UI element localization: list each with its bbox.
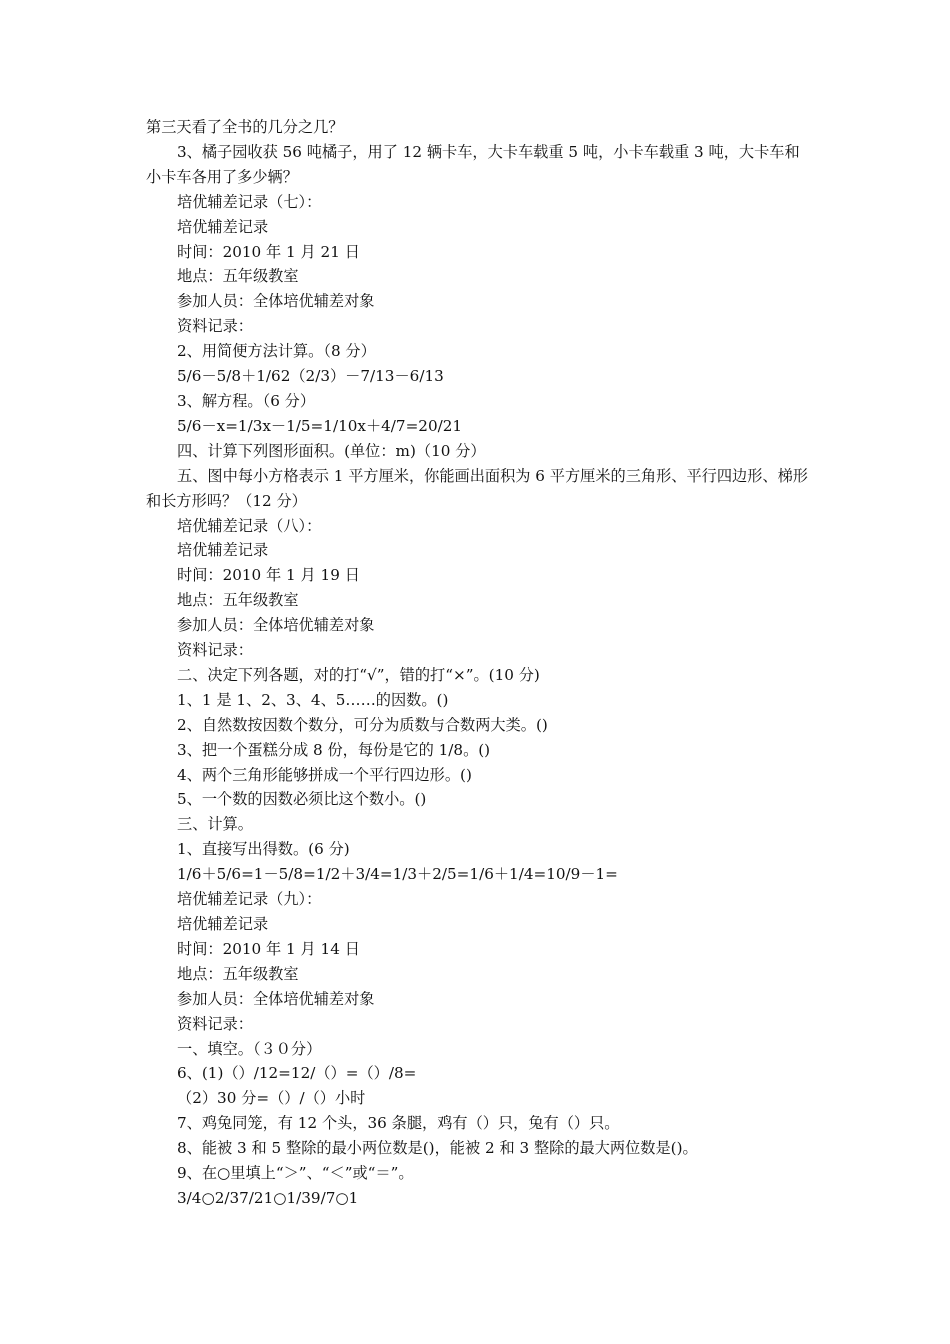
- text-line: 二、决定下列各题，对的打“√”，错的打“×”。(10 分): [177, 665, 540, 684]
- record-participants: 参加人员：全体培优辅差对象: [177, 989, 375, 1008]
- record-time: 时间：2010 年 1 月 14 日: [177, 939, 360, 958]
- text-line: 8、能被 3 和 5 整除的最小两位数是()，能被 2 和 3 整除的最大两位数是()。: [177, 1139, 698, 1158]
- text-line: 6、(1)（）/12=12/（）=（）/8=: [177, 1064, 417, 1083]
- record-materials-label: 资料记录：: [177, 641, 253, 660]
- text-line: 1、直接写出得数。(6 分): [177, 840, 350, 859]
- section-heading: 培优辅差记录（七）：: [177, 192, 322, 211]
- record-materials-label: 资料记录：: [177, 317, 253, 336]
- text-line: 9、在○里填上“＞”、“＜”或“＝”。: [177, 1164, 414, 1183]
- record-title: 培优辅差记录: [177, 217, 269, 236]
- record-location: 地点：五年级教室: [177, 964, 299, 983]
- record-materials-label: 资料记录：: [177, 1014, 253, 1033]
- record-location: 地点：五年级教室: [177, 267, 299, 286]
- record-title: 培优辅差记录: [177, 541, 269, 560]
- record-participants: 参加人员：全体培优辅差对象: [177, 292, 375, 311]
- text-line: 3、把一个蛋糕分成 8 份，每份是它的 1/8。(): [177, 740, 491, 759]
- text-line: 5、一个数的因数必须比这个数小。(): [177, 790, 427, 809]
- record-location: 地点：五年级教室: [177, 591, 299, 610]
- text-line: 3、橘子园收获 56 吨橘子，用了 12 辆卡车，大卡车载重 5 吨，小卡车载重 3 吨，大卡车和小卡车各用了多少辆？: [146, 142, 800, 186]
- record-time: 时间：2010 年 1 月 19 日: [177, 566, 360, 585]
- record-time: 时间：2010 年 1 月 21 日: [177, 242, 360, 261]
- text-line: 2、用简便方法计算。（8 分）: [177, 342, 376, 361]
- text-line: 四、计算下列图形面积。(单位：m)（10 分）: [177, 441, 486, 460]
- section-heading: 培优辅差记录（九）：: [177, 890, 322, 909]
- text-line: 5/6－x=1/3x－1/5=1/10x＋4/7=20/21: [177, 416, 463, 435]
- text-line: 一、填空。（３０分）: [177, 1039, 322, 1058]
- text-line: 三、计算。: [177, 815, 253, 834]
- text-line: （2）30 分=（）/（）小时: [177, 1089, 366, 1108]
- text-line: 1、1 是 1、2、3、4、5……的因数。(): [177, 690, 449, 709]
- text-line: 五、图中每小方格表示 1 平方厘米，你能画出面积为 6 平方厘米的三角形、平行四边形、梯形和长方形吗？（12 分）: [146, 466, 808, 510]
- text-line: 7、鸡兔同笼，有 12 个头，36 条腿，鸡有（）只，兔有（）只。: [177, 1114, 620, 1133]
- text-line: 1/6＋5/6=1－5/8=1/2＋3/4=1/3＋2/5=1/6＋1/4=10/9－1=: [177, 865, 618, 884]
- text-line: 3、解方程。（6 分）: [177, 391, 316, 410]
- text-line: 3/4○2/37/21○1/39/7○1: [177, 1188, 359, 1207]
- text-line: 5/6－5/8＋1/62（2/3）－7/13－6/13: [177, 367, 444, 386]
- record-title: 培优辅差记录: [177, 915, 269, 933]
- record-participants: 参加人员：全体培优辅差对象: [177, 616, 375, 635]
- document-body: [146, 115, 811, 1211]
- text-line: 第三天看了全书的几分之几？: [146, 118, 344, 136]
- text-line: 4、两个三角形能够拼成一个平行四边形。(): [177, 765, 472, 784]
- section-heading: 培优辅差记录（八）：: [177, 516, 322, 535]
- text-line: 2、自然数按因数个数分，可分为质数与合数两大类。(): [177, 715, 548, 734]
